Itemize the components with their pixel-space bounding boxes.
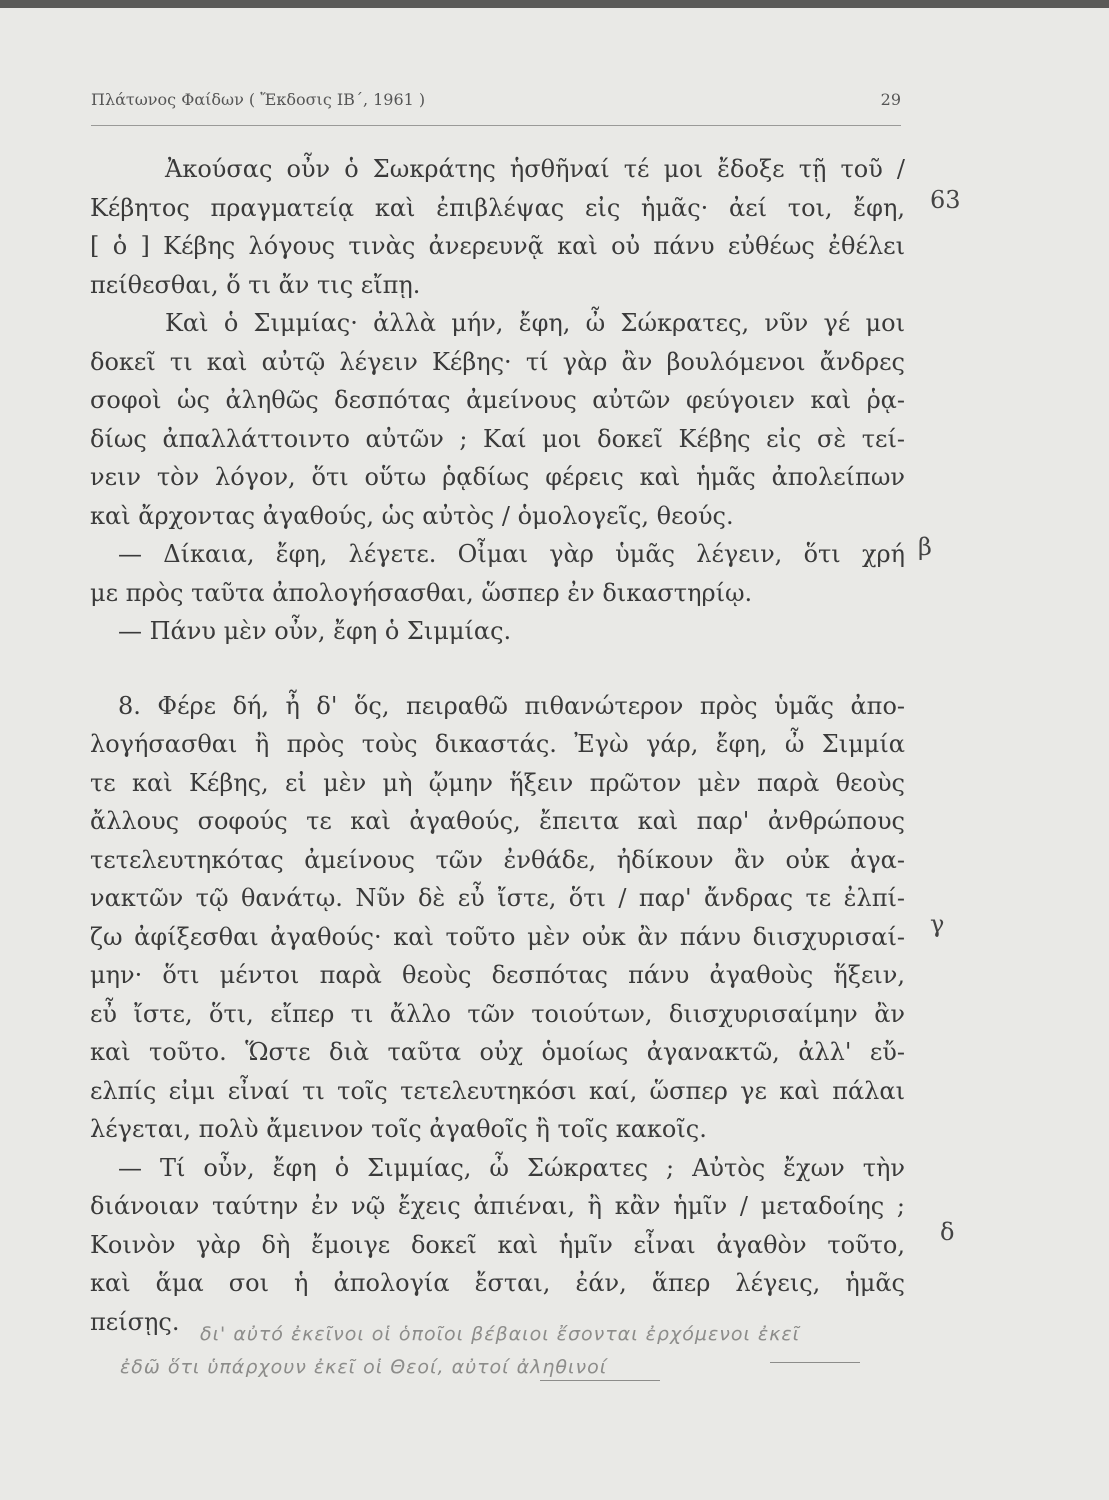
handwritten-underline [770, 1362, 860, 1363]
margin-reference-gamma: γ [930, 910, 945, 938]
page-top-edge [0, 0, 1109, 8]
text-line: Κοινὸν γὰρ δὴ ἔμοιγε δοκεῖ καὶ ἡμῖν εἶναι ἀγαθὸν τοῦτο, [90, 1230, 905, 1259]
text-line: Καὶ ὁ Σιμμίας· ἀλλὰ μήν, ἔφη, ὦ Σώκρατες, νῦν γέ μοι [165, 309, 905, 337]
page-number: 29 [880, 90, 901, 109]
text-line: μην· ὅτι μέντοι παρὰ θεοὺς δεσπότας πάνυ ἀγαθοὺς ἥξειν, [90, 961, 905, 989]
text-line: σοφοὶ ὡς ἀληθῶς δεσπότας ἀμείνους αὐτῶν φεύγοιεν καὶ ῥᾳ- [90, 386, 905, 414]
text-line: καὶ τοῦτο. Ὥστε διὰ ταῦτα οὐχ ὁμοίως ἀγανακτῶ, ἀλλ' εὔ- [90, 1038, 905, 1066]
text-line: καὶ ἄρχοντας ἀγαθούς, ὡς αὐτὸς / ὁμολογεῖς, θεούς. [90, 501, 734, 530]
text-line: δοκεῖ τι καὶ αὐτῷ λέγειν Κέβης· τί γὰρ ἂν βουλόμενοι ἄνδρες [90, 347, 905, 376]
text-line: ελπίς εἰμι εἶναί τι τοῖς τετελευτηκόσι καί, ὥσπερ γε καὶ πάλαι [90, 1076, 905, 1105]
text-line: νακτῶν τῷ θανάτῳ. Νῦν δὲ εὖ ἴστε, ὅτι / παρ' ἄνδρας τε ἐλπί- [90, 884, 905, 912]
text-line: ζω ἀφίξεσθαι ἀγαθούς· καὶ τοῦτο μὲν οὐκ ἂν πάνυ διισχυρισαί- [90, 922, 905, 951]
text-line: πείθεσθαι, ὅ τι ἄν τις εἴπῃ. [90, 270, 421, 299]
text-line: εὖ ἴστε, ὅτι, εἴπερ τι ἄλλο τῶν τοιούτων, διισχυρισαίμην ἂν [90, 999, 905, 1028]
text-line: νειν τὸν λόγον, ὅτι οὕτω ῥᾳδίως φέρεις καὶ ἡμᾶς ἀπολείπων [90, 463, 905, 491]
text-line: διάνοιαν ταύτην ἐν νῷ ἔχεις ἀπιέναι, ἢ κἂν ἡμῖν / μεταδοίης ; [90, 1192, 905, 1220]
header-rule [91, 125, 901, 126]
text-line: λέγεται, πολὺ ἄμεινον τοῖς ἀγαθοῖς ἢ τοῖς κακοῖς. [90, 1115, 707, 1143]
text-line: Κέβητος πραγματείᾳ καὶ ἐπιβλέψας εἰς ἡμᾶς· ἀεί τοι, ἔφη, [90, 193, 905, 222]
text-line: [ ὁ ] Κέβης λόγους τινὰς ἀνερευνᾷ καὶ οὐ πάνυ εὐθέως ἐθέλει [90, 232, 905, 260]
text-line: τε καὶ Κέβης, εἰ μὲν μὴ ᾤμην ἥξειν πρῶτον μὲν παρὰ θεοὺς [90, 768, 905, 797]
handwritten-note-line-2: ἐδῶ ὅτι ὑπάρχουν ἐκεῖ οἱ Θεοί, αὐτοί ἀληθινοί [120, 1356, 608, 1378]
handwritten-note-line-1: δι' αὐτό ἐκεῖνοι οἱ ὁποῖοι βέβαιοι ἔσονται ἐρχόμενοι ἐκεῖ [200, 1323, 801, 1345]
header-title: Πλάτωνος Φαίδων ( Ἔκδοσις ΙΒ΄, 1961 ) [91, 90, 426, 109]
text-line: δίως ἀπαλλάττοιντο αὐτῶν ; Καί μοι δοκεῖ Κέβης εἰς σὲ τεί- [90, 424, 905, 453]
text-line: 8. Φέρε δή, ἦ δ' ὅς, πειραθῶ πιθανώτερον πρὸς ὑμᾶς ἀπο- [118, 691, 905, 720]
running-header [91, 90, 901, 120]
text-line: καὶ ἅμα σοι ἡ ἀπολογία ἔσται, ἐάν, ἅπερ λέγεις, ἡμᾶς [90, 1269, 905, 1297]
text-line: ἄλλους σοφούς τε καὶ ἀγαθούς, ἔπειτα καὶ παρ' ἀνθρώπους [90, 807, 905, 835]
text-line: Ἀκούσας οὖν ὁ Σωκράτης ἡσθῆναί τέ μοι ἔδοξε τῇ τοῦ / [165, 155, 905, 183]
handwritten-underline [540, 1380, 660, 1381]
text-line: πείσῃς. [90, 1307, 180, 1336]
margin-reference-beta: β [918, 533, 932, 561]
body-text [90, 150, 905, 1341]
text-line: τετελευτηκότας ἀμείνους τῶν ἐνθάδε, ἠδίκουν ἂν οὐκ ἀγα- [90, 845, 905, 874]
text-line: λογήσασθαι ἢ πρὸς τοὺς δικαστάς. Ἐγὼ γάρ, ἔφη, ὦ Σιμμία [90, 730, 905, 758]
margin-reference-63: 63 [930, 186, 961, 214]
text-line: — Πάνυ μὲν οὖν, ἔφη ὁ Σιμμίας. [118, 617, 512, 645]
text-line: — Δίκαια, ἔφη, λέγετε. Οἶμαι γὰρ ὑμᾶς λέγειν, ὅτι χρή [118, 540, 905, 568]
text-line: — Τί οὖν, ἔφη ὁ Σιμμίας, ὦ Σώκρατες ; Αὐτὸς ἔχων τὴν [118, 1153, 905, 1182]
margin-reference-delta: δ [940, 1218, 955, 1246]
text-line: με πρὸς ταῦτα ἀπολογήσασθαι, ὥσπερ ἐν δικαστηρίῳ. [90, 578, 753, 607]
